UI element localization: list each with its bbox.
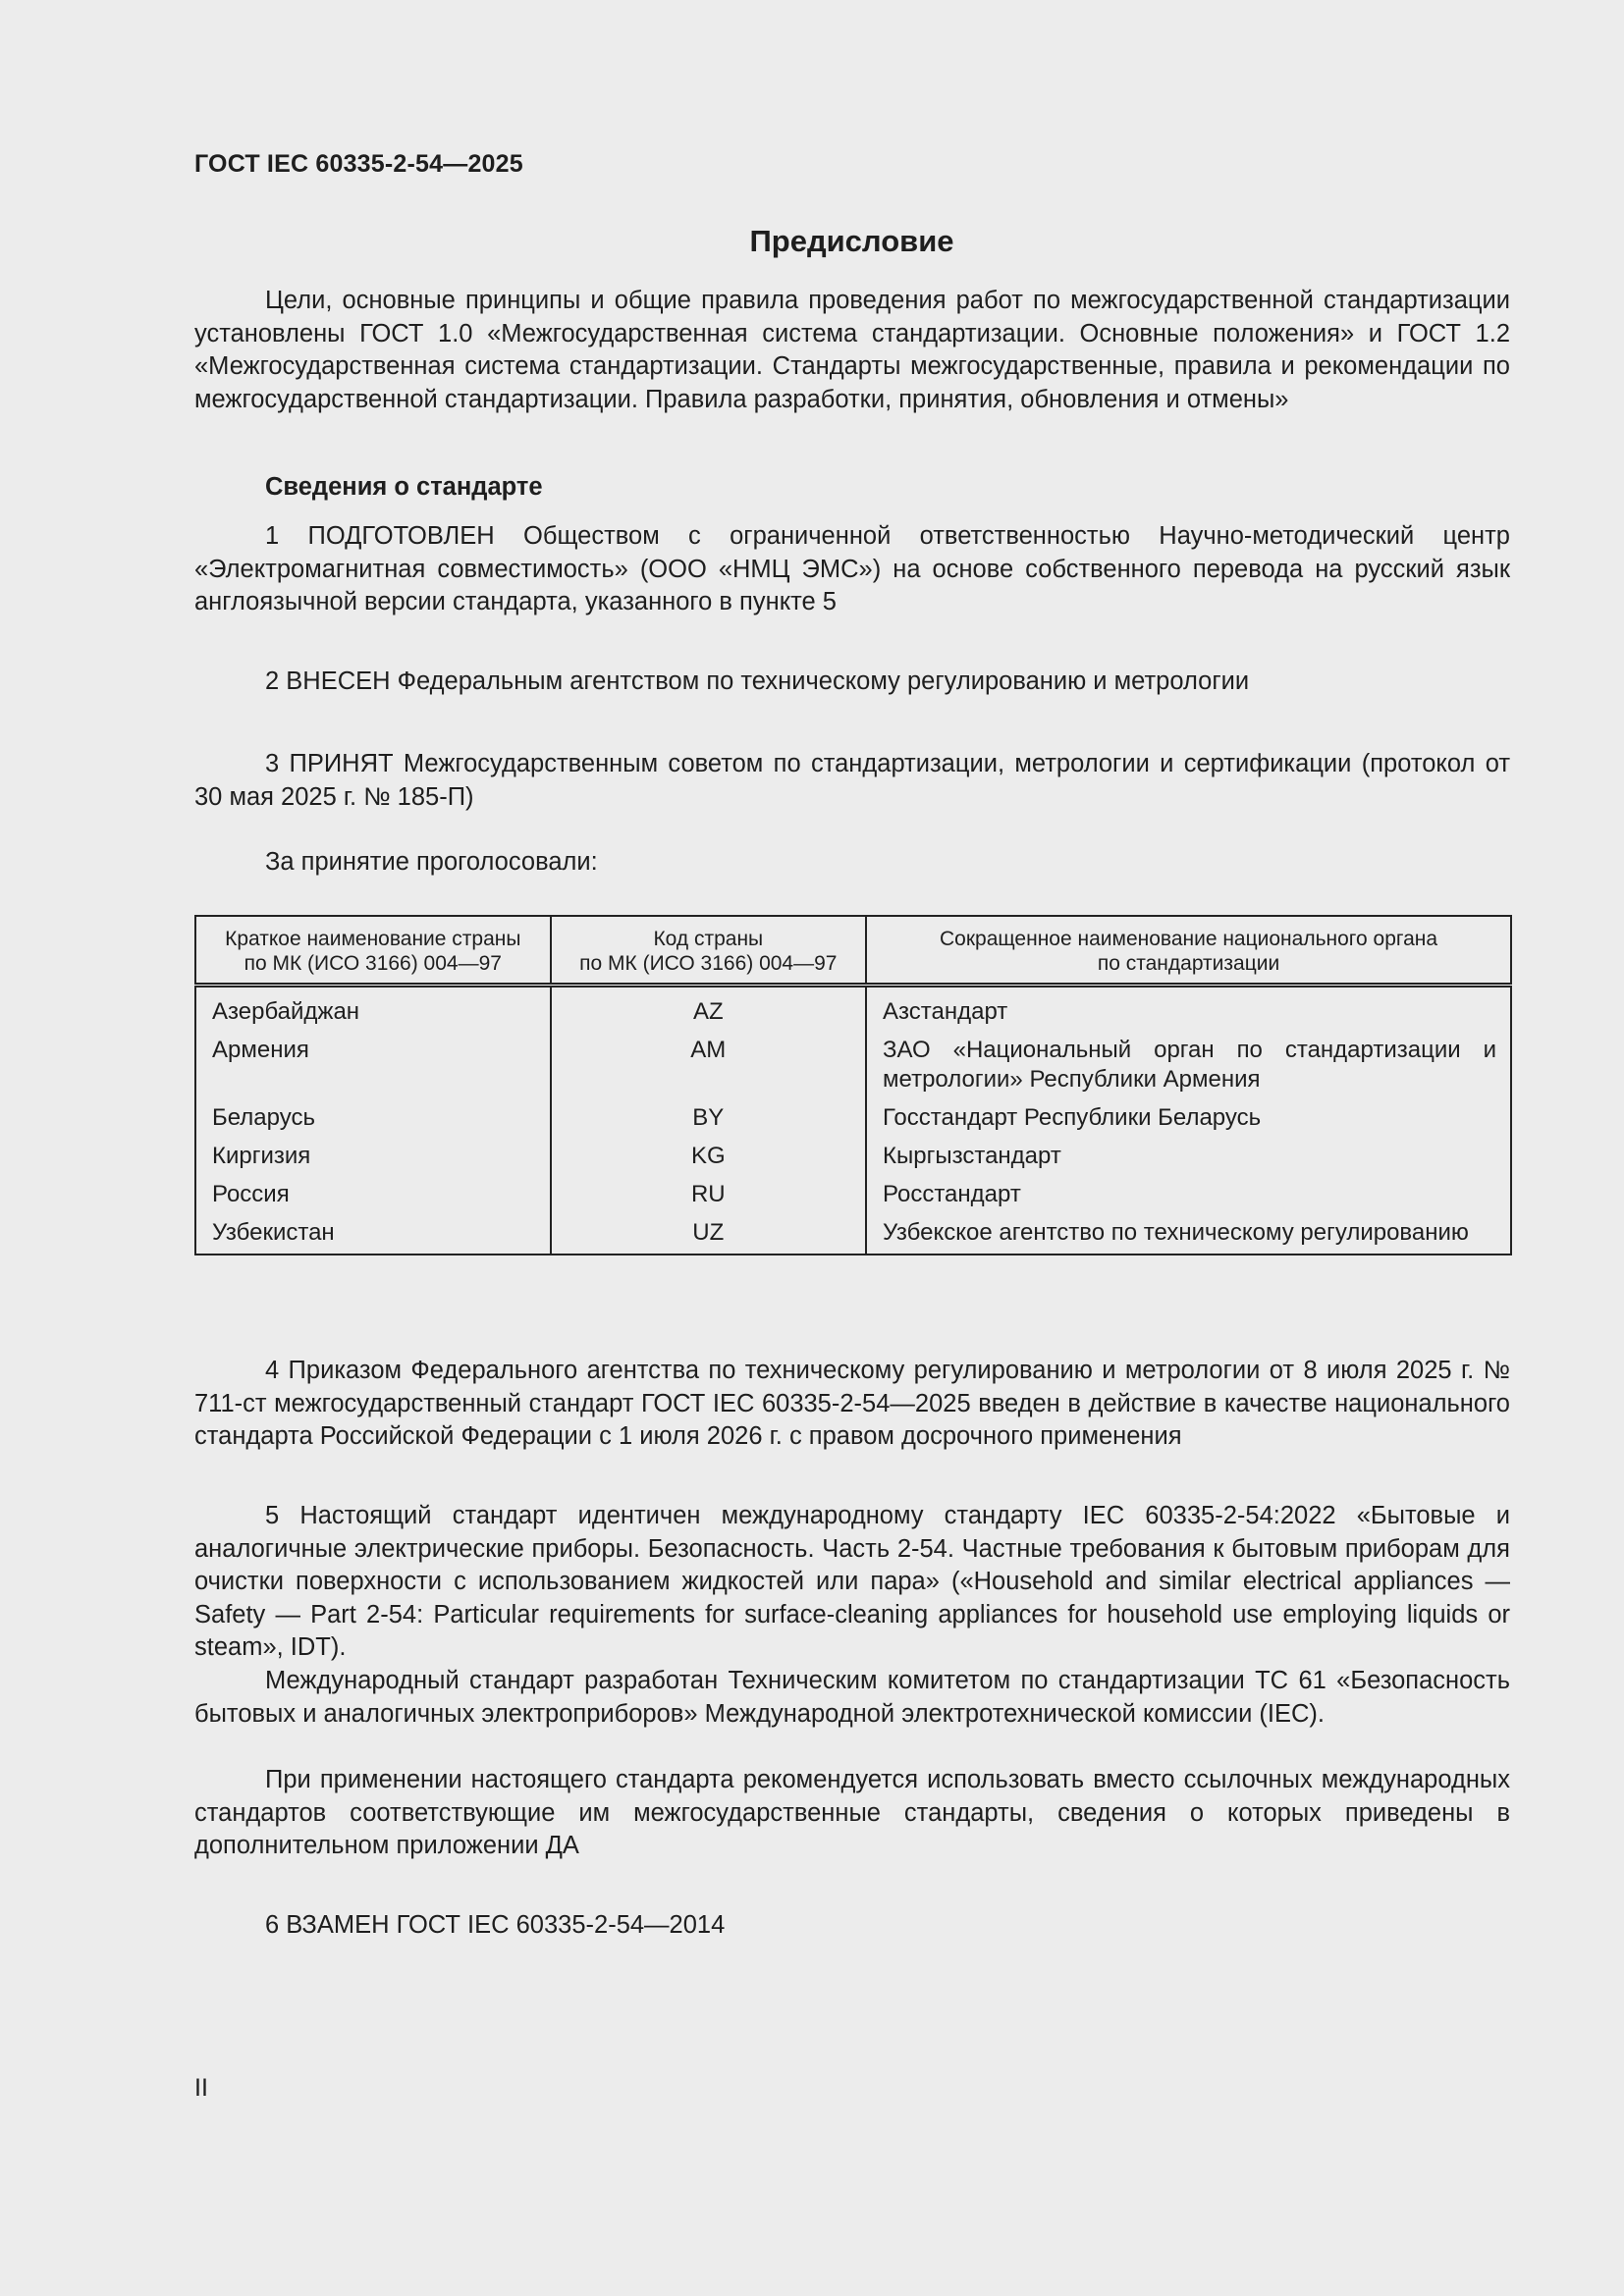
table-row [195, 1098, 1511, 1137]
intro-paragraph: Цели, основные принципы и общие правила проведения работ по межгосударственной стандартизации установлены ГОСТ 1.0 «Межгосударственная система стандартизации. Основные положения» и ГОСТ 1.2 «Межгосударственная система стандартизации. Стандарты межгосударственные, правила и рекомендации по межгосударственной стандартизации. Правила разработки, принятия, обновления и отмены» [194, 287, 1510, 413]
voting-table [194, 915, 1512, 1255]
country-cell: Узбекистан [195, 1213, 551, 1255]
country-cell: Россия [195, 1175, 551, 1213]
code-cell: AM [551, 1031, 866, 1098]
header-line: по стандартизации [1097, 952, 1280, 975]
item-2-paragraph: 2 ВНЕСЕН Федеральным агентством по техническому регулированию и метрологии [265, 667, 1250, 695]
organization-cell: Узбекское агентство по техническому регулированию [883, 1219, 1469, 1246]
info-heading: Сведения о стандарте [265, 473, 543, 501]
table-header-code [551, 916, 866, 986]
item-1-paragraph: 1 ПОДГОТОВЛЕН Обществом с ограниченной ответственностью Научно-методический центр «Электромагнитная совместимость» (ООО «НМЦ ЭМС») на основе собственного перевода на русский язык англоязычной версии стандарта, указанного в пункте 5 [194, 522, 1510, 615]
header-line: Сокращенное наименование национального органа [940, 928, 1438, 950]
code-cell: BY [551, 1098, 866, 1137]
table-header-organization [866, 916, 1511, 986]
voted-label: За принятие проголосовали: [265, 848, 598, 876]
table-header-row [195, 916, 1511, 986]
page-title: Предисловие [749, 224, 954, 258]
code-cell: UZ [551, 1213, 866, 1255]
code-cell: AZ [551, 986, 866, 1032]
code-cell: KG [551, 1137, 866, 1175]
country-cell: Армения [195, 1031, 551, 1098]
item-5-committee-paragraph: Международный стандарт разработан Техническим комитетом по стандартизации ТС 61 «Безопасность бытовых и аналогичных электроприборов» Международной электротехнической комиссии (IEC). [194, 1667, 1510, 1728]
item-4-paragraph: 4 Приказом Федерального агентства по техническому регулированию и метрологии от 8 июля 2025 г. № 711-ст межгосударственный стандарт ГОСТ IEC 60335-2-54—2025 введен в действие в качестве национального стандарта Российской Федерации с 1 июля 2026 г. с правом досрочного применения [194, 1357, 1510, 1450]
code-cell: RU [551, 1175, 866, 1213]
item-5-usage-paragraph: При применении настоящего стандарта рекомендуется использовать вместо ссылочных международных стандартов соответствующие им межгосударственные стандарты, сведения о которых приведены в дополнительном приложении ДА [194, 1766, 1510, 1859]
document-code-header: ГОСТ IEC 60335-2-54—2025 [194, 150, 523, 178]
country-cell: Киргизия [195, 1137, 551, 1175]
country-cell: Беларусь [195, 1098, 551, 1137]
table-row [195, 1137, 1511, 1175]
page-number: II [194, 2074, 208, 2102]
header-line: по МК (ИСО 3166) 004—97 [244, 952, 502, 975]
header-line: по МК (ИСО 3166) 004—97 [579, 952, 838, 975]
organization-cell: Кыргызстандарт [883, 1143, 1061, 1169]
table-row [195, 1031, 1511, 1098]
country-cell: Азербайджан [195, 986, 551, 1032]
header-line: Код страны [653, 928, 764, 950]
organization-cell: ЗАО «Национальный орган по стандартизации и метрологии» Республики Армения [883, 1037, 1496, 1093]
table-row [195, 1213, 1511, 1255]
organization-cell: Госстандарт Республики Беларусь [883, 1104, 1262, 1131]
item-6-paragraph: 6 ВЗАМЕН ГОСТ IEC 60335-2-54—2014 [265, 1911, 726, 1939]
table-header-country [195, 916, 551, 986]
item-5-paragraph: 5 Настоящий стандарт идентичен международному стандарту IEC 60335-2-54:2022 «Бытовые и аналогичные электрические приборы. Безопасность. Часть 2-54. Частные требования к бытовым приборам для очистки поверхности с использованием жидкостей или пара» («Household and similar electrical appliances — Safety — Part 2-54: Particular requirements for surface-cleaning appliances for household use employing liquids or steam», IDT). [194, 1502, 1510, 1661]
organization-cell: Росстандарт [883, 1181, 1021, 1207]
organization-cell: Азстандарт [883, 998, 1008, 1025]
item-3-paragraph: 3 ПРИНЯТ Межгосударственным советом по стандартизации, метрологии и сертификации (протокол от 30 мая 2025 г. № 185-П) [194, 750, 1510, 811]
table-row [195, 1175, 1511, 1213]
table-row [195, 986, 1511, 1032]
header-line: Краткое наименование страны [225, 928, 521, 950]
